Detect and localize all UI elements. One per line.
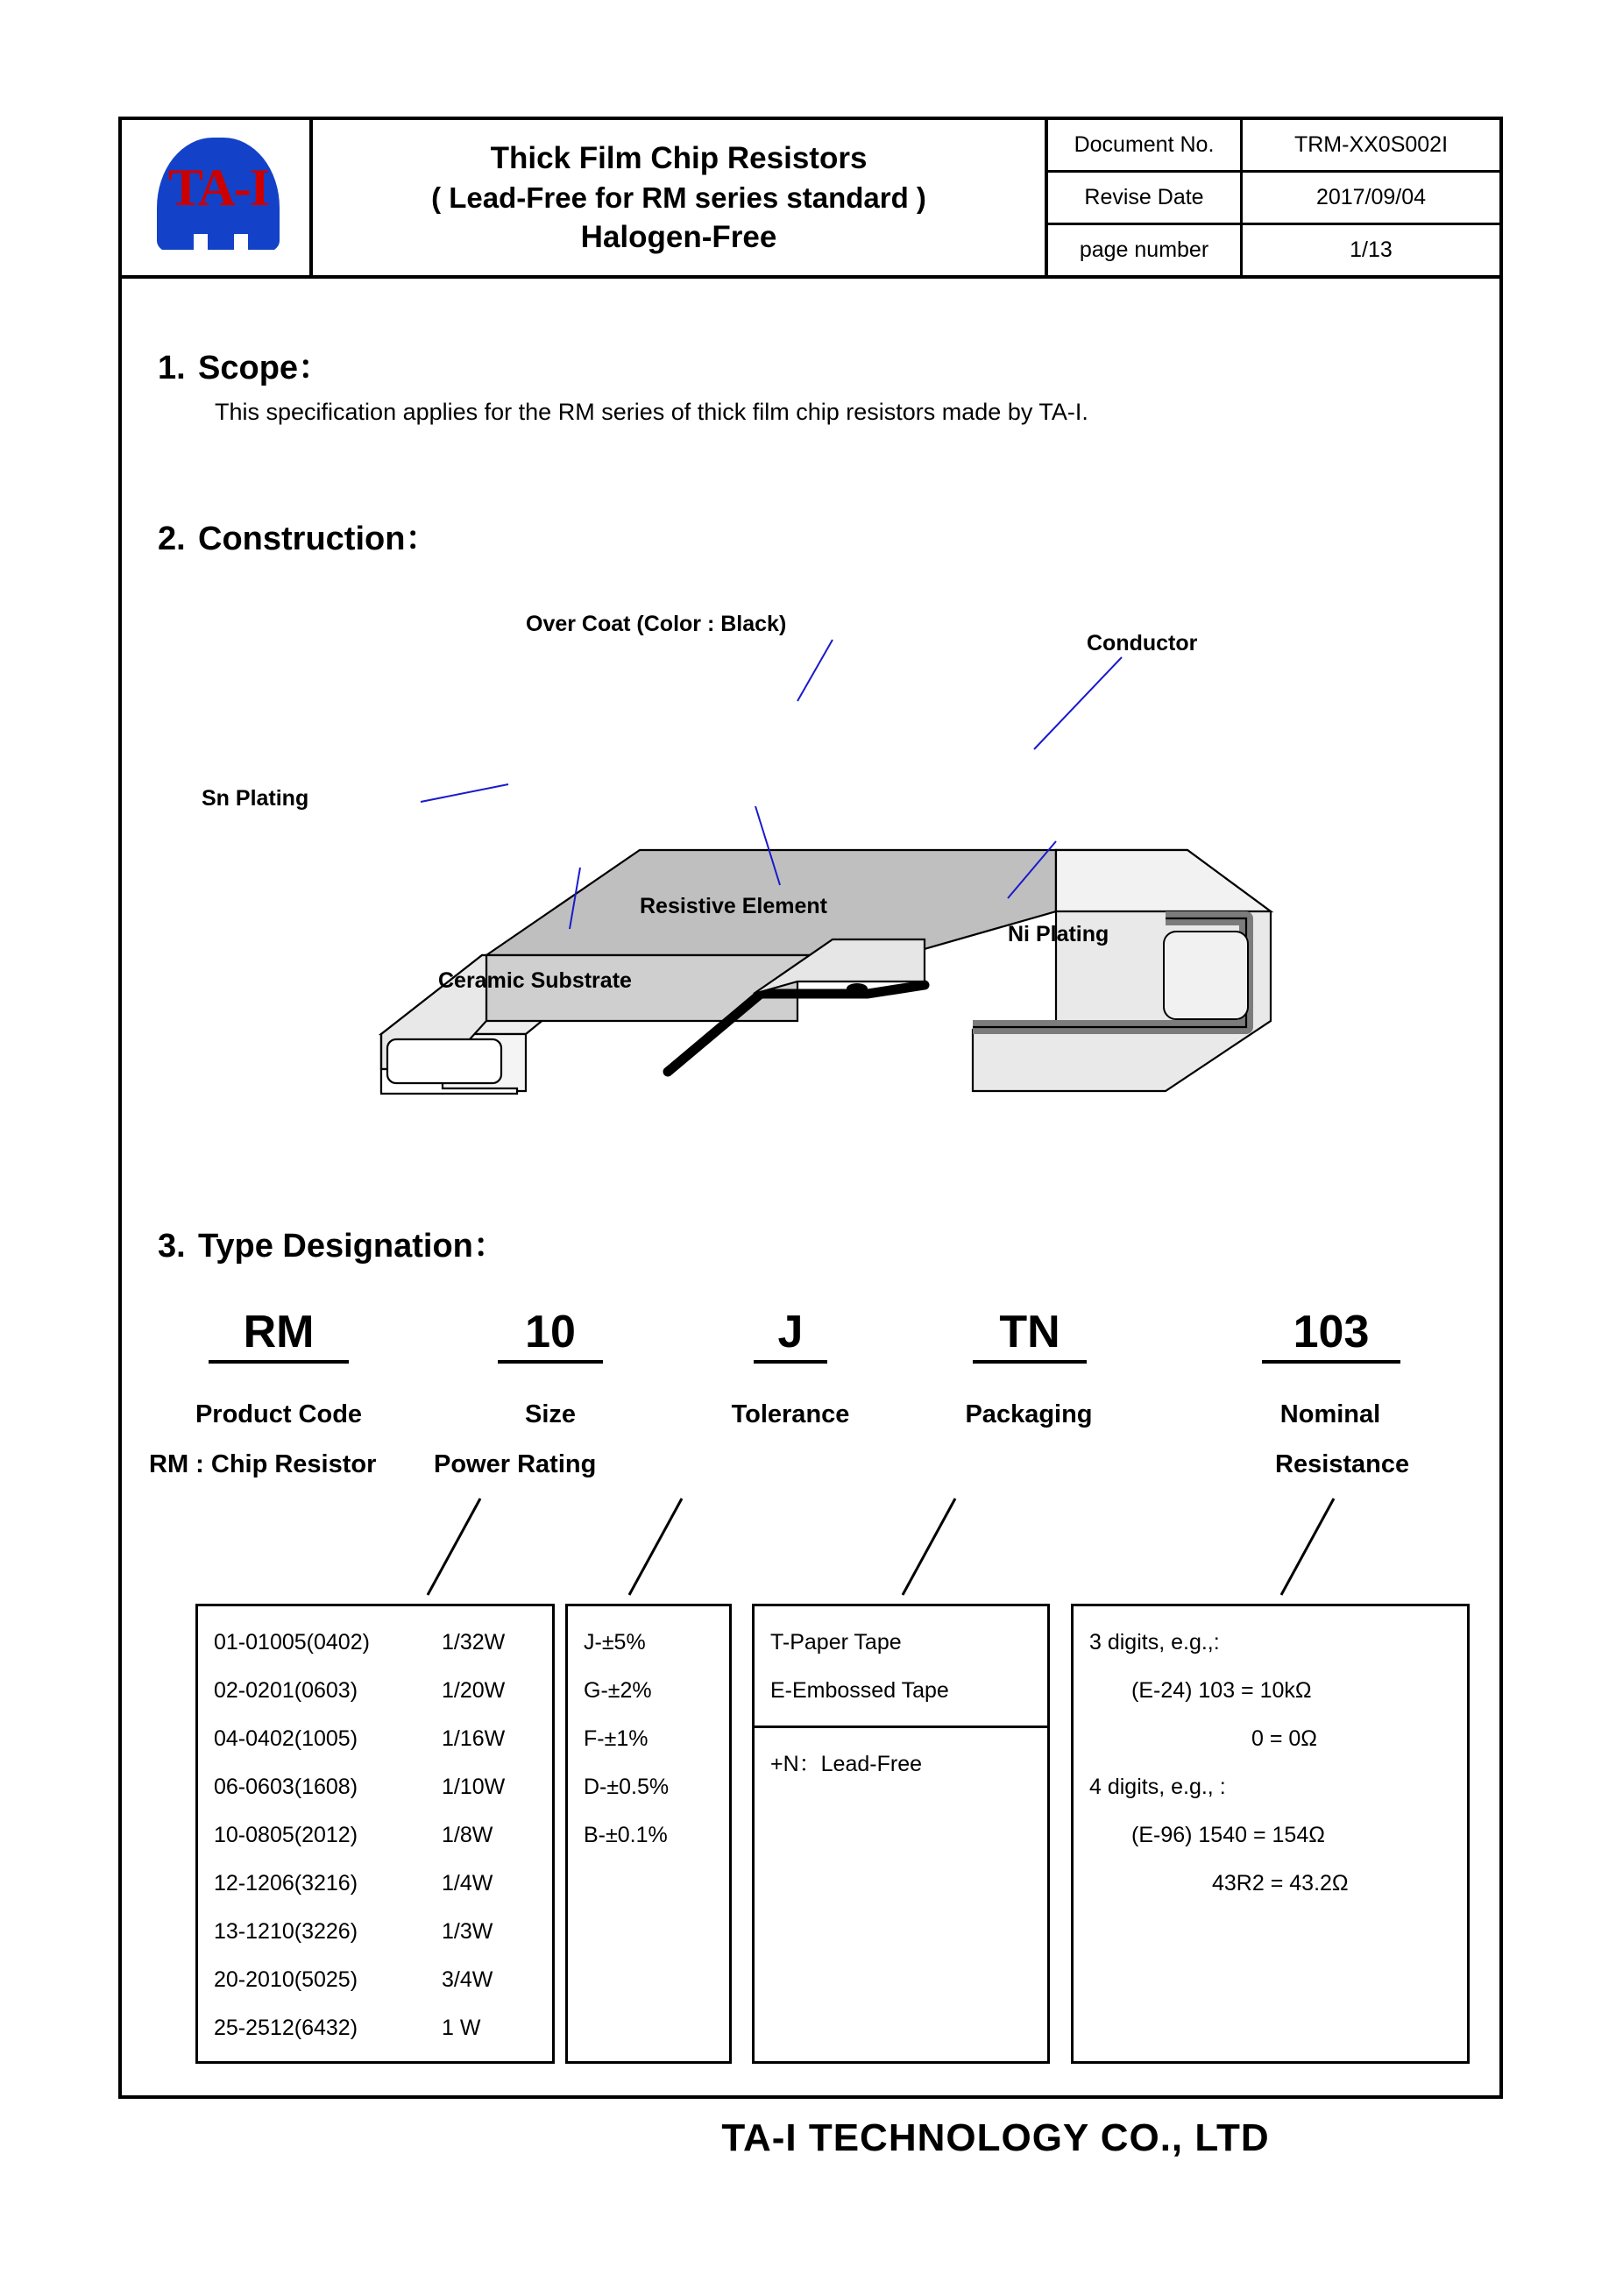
section-2-title: Construction： (198, 521, 439, 557)
tolerance-cell: G-±2% (584, 1678, 652, 1703)
table-row (1089, 1763, 1451, 1811)
power-cell: 1/10W (442, 1775, 506, 1799)
meta-label-revise-date: Revise Date (1048, 173, 1243, 223)
section-1-number: 1. (158, 350, 186, 386)
type-caption-size: Size (524, 1400, 577, 1428)
construction-diagram (131, 543, 1446, 1104)
meta-row-document-no (1048, 120, 1499, 173)
footer-company-name: TA-I TECHNOLOGY CO., LTD (721, 2116, 1270, 2159)
section-2-number: 2. (158, 521, 186, 557)
type-sub-size: Power Rating (434, 1450, 597, 1478)
type-caption-packaging: Packaging (965, 1400, 1093, 1428)
table-row (584, 1715, 713, 1763)
size-cell: 12-1206(3216) (214, 1871, 358, 1896)
size-cell: 04-0402(1005) (214, 1726, 358, 1751)
table-row (584, 1763, 713, 1811)
table-row (770, 1619, 1031, 1667)
type-caption-tolerance: Tolerance (731, 1400, 850, 1428)
size-cell: 25-2512(6432) (214, 2016, 358, 2040)
table-row (1089, 1860, 1451, 1908)
size-power-table (195, 1604, 555, 2064)
type-caption-product: Product Code (195, 1400, 363, 1428)
power-cell: 1/4W (442, 1871, 493, 1896)
table-row (214, 1619, 536, 1667)
logo-notch-left (194, 234, 208, 264)
power-cell: 1/20W (442, 1678, 506, 1703)
table-row (770, 1740, 1031, 1789)
type-connector-lines (0, 1481, 1623, 1604)
tolerance-cell: B-±0.1% (584, 1823, 668, 1847)
type-code-tolerance: J (754, 1306, 827, 1364)
meta-label-document-no: Document No. (1048, 120, 1243, 170)
meta-row-revise-date (1048, 173, 1499, 225)
power-cell: 3/4W (442, 1967, 493, 1992)
packaging-cell: T-Paper Tape (770, 1630, 902, 1655)
section-3-title: Type Designation： (198, 1228, 507, 1265)
packaging-table (752, 1604, 1050, 2064)
size-cell: 06-0603(1608) (214, 1775, 358, 1799)
size-cell: 01-01005(0402) (214, 1630, 370, 1655)
meta-value-revise-date: 2017/09/04 (1315, 185, 1427, 209)
label-ni-plating: Ni Plating (1008, 922, 1109, 946)
table-row (584, 1811, 713, 1860)
section-3-heading (158, 1218, 507, 1266)
table-row (770, 1667, 1031, 1715)
table-row (214, 1715, 536, 1763)
type-code-packaging: TN (973, 1306, 1087, 1364)
size-cell: 10-0805(2012) (214, 1823, 358, 1847)
table-row (214, 1763, 536, 1811)
title-line-3: Halogen-Free (580, 220, 777, 254)
document-meta-table (1048, 120, 1499, 275)
resistance-cell: (E-24) 103 = 10kΩ (1131, 1678, 1312, 1703)
table-row (214, 1811, 536, 1860)
tolerance-cell: D-±0.5% (584, 1775, 670, 1799)
logo-text: TA-I (167, 158, 269, 216)
resistance-table (1071, 1604, 1470, 2064)
scope-paragraph: This specification applies for the RM series of thick film chip resistors made by TA-I. (215, 399, 1088, 425)
type-code-size: 10 (498, 1306, 603, 1364)
document-title-cell (313, 120, 1048, 275)
meta-label-page-number: page number (1048, 225, 1243, 275)
section-1-title: Scope： (198, 350, 332, 386)
company-logo-cell (122, 120, 313, 275)
document-header (118, 117, 1503, 279)
meta-value-document-no: TRM-XX0S002I (1293, 132, 1449, 157)
title-line-1: Thick Film Chip Resistors (490, 141, 868, 175)
label-conductor: Conductor (1087, 631, 1198, 655)
tolerance-cell: J-±5% (584, 1630, 646, 1655)
size-cell: 02-0201(0603) (214, 1678, 358, 1703)
ta-i-logo (141, 132, 290, 264)
type-code-product: RM (209, 1306, 349, 1364)
type-caption-resistance: Nominal (1279, 1400, 1381, 1428)
table-row (584, 1667, 713, 1715)
table-row (1089, 1619, 1451, 1667)
table-row (214, 1908, 536, 1956)
power-cell: 1/16W (442, 1726, 506, 1751)
label-sn-plating: Sn Plating (202, 786, 309, 811)
resistance-cell: (E-96) 1540 = 154Ω (1131, 1823, 1325, 1847)
packaging-leadfree-cell: +N：Lead-Free (770, 1752, 922, 1776)
logo-notch-bottom (157, 250, 280, 264)
meta-row-page-number (1048, 225, 1499, 275)
table-row (1089, 1715, 1451, 1763)
table-row (1089, 1811, 1451, 1860)
logo-notch-right (234, 234, 248, 264)
section-3-number: 3. (158, 1228, 186, 1265)
power-cell: 1/32W (442, 1630, 506, 1655)
table-row (214, 1860, 536, 1908)
meta-value-page-number: 1/13 (1350, 237, 1393, 262)
section-1-heading (158, 340, 331, 388)
label-over-coat: Over Coat (Color : Black) (526, 612, 787, 636)
power-cell: 1 W (442, 2016, 481, 2040)
packaging-cell: E-Embossed Tape (770, 1678, 949, 1703)
title-line-2: ( Lead-Free for RM series standard ) (431, 181, 926, 214)
tolerance-cell: F-±1% (584, 1726, 648, 1751)
chip-resistor-illustration (131, 543, 1446, 1104)
resistance-cell: 43R2 = 43.2Ω (1212, 1871, 1349, 1896)
size-cell: 20-2010(5025) (214, 1967, 358, 1992)
tolerance-table (565, 1604, 732, 2064)
size-cell: 13-1210(3226) (214, 1919, 358, 1944)
table-row (214, 2004, 536, 2052)
power-cell: 1/8W (442, 1823, 493, 1847)
resistance-cell: 3 digits, e.g.,: (1089, 1630, 1220, 1655)
type-code-resistance: 103 (1262, 1306, 1400, 1364)
label-ceramic-substrate: Ceramic Substrate (438, 968, 632, 993)
type-sub-product: RM : Chip Resistor (149, 1450, 377, 1478)
resistance-cell: 4 digits, e.g., : (1089, 1775, 1226, 1799)
table-row (584, 1619, 713, 1667)
table-row (214, 1667, 536, 1715)
power-cell: 1/3W (442, 1919, 493, 1944)
table-row (1089, 1667, 1451, 1715)
resistance-cell: 0 = 0Ω (1251, 1726, 1317, 1751)
type-sub-resistance: Resistance (1275, 1450, 1410, 1478)
table-row (214, 1956, 536, 2004)
label-resistive-element: Resistive Element (640, 894, 827, 918)
